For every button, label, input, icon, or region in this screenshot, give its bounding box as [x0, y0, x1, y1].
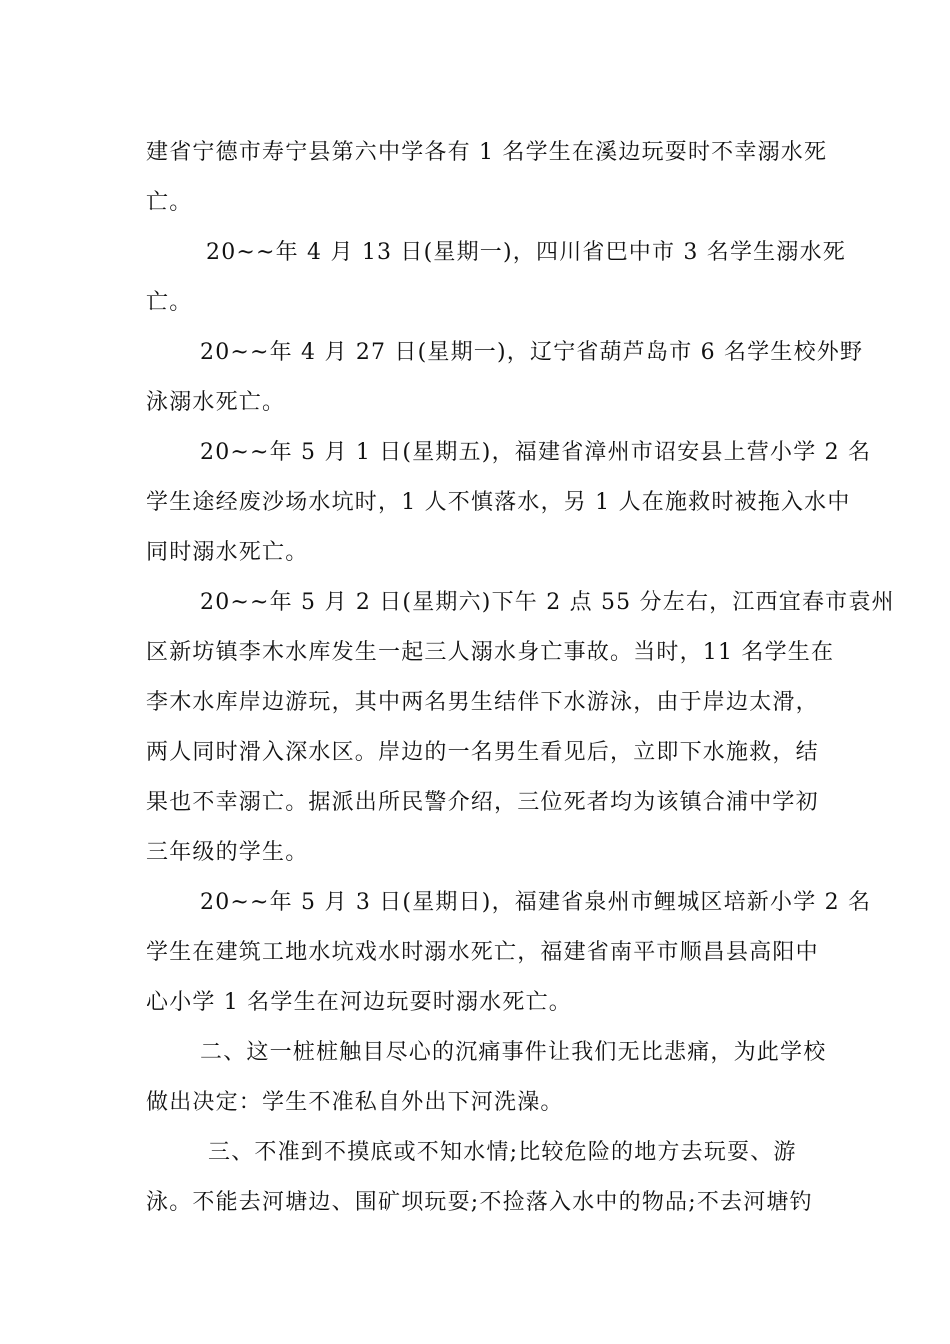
text-line: 亡。: [146, 190, 193, 215]
text-line: 李木水库岸边游玩，其中两名男生结伴下水游泳，由于岸边太滑，: [146, 690, 819, 715]
text-line: 二、这一桩桩触目尽心的沉痛事件让我们无比悲痛，为此学校: [200, 1040, 827, 1065]
text-line: 20~~年 4 月 13 日(星期一)，四川省巴中市 3 名学生溺水死: [206, 240, 846, 265]
text-line: 20~~年 5 月 3 日(星期日)，福建省泉州市鲤城区培新小学 2 名: [200, 890, 872, 915]
text-line: 泳。不能去河塘边、围矿坝玩耍;不捡落入水中的物品;不去河塘钓: [146, 1190, 813, 1215]
text-line: 果也不幸溺亡。据派出所民警介绍，三位死者均为该镇合浦中学初: [146, 790, 819, 815]
text-line: 学生途经废沙场水坑时，1 人不慎落水，另 1 人在施救时被拖入水中: [146, 490, 851, 515]
text-line: 亡。: [146, 290, 193, 315]
text-line: 区新坊镇李木水库发生一起三人溺水身亡事故。当时，11 名学生在: [146, 640, 835, 665]
text-line: 建省宁德市寿宁县第六中学各有 1 名学生在溪边玩耍时不幸溺水死: [146, 140, 828, 165]
text-line: 20~~年 5 月 2 日(星期六)下午 2 点 55 分左右，江西宜春市袁州: [200, 590, 895, 615]
text-line: 20~~年 5 月 1 日(星期五)，福建省漳州市诏安县上营小学 2 名: [200, 440, 872, 465]
text-line: 做出决定：学生不准私自外出下河洗澡。: [146, 1090, 564, 1115]
text-line: 20~~年 4 月 27 日(星期一)，辽宁省葫芦岛市 6 名学生校外野: [200, 340, 864, 365]
text-line: 两人同时滑入深水区。岸边的一名男生看见后，立即下水施救，结: [146, 740, 819, 765]
text-line: 心小学 1 名学生在河边玩耍时溺水死亡。: [146, 990, 572, 1015]
text-line: 同时溺水死亡。: [146, 540, 309, 565]
text-line: 学生在建筑工地水坑戏水时溺水死亡，福建省南平市顺昌县高阳中: [146, 940, 819, 965]
text-line: 三、不准到不摸底或不知水情;比较危险的地方去玩耍、游: [208, 1140, 797, 1165]
text-line: 三年级的学生。: [146, 840, 309, 865]
text-line: 泳溺水死亡。: [146, 390, 286, 415]
